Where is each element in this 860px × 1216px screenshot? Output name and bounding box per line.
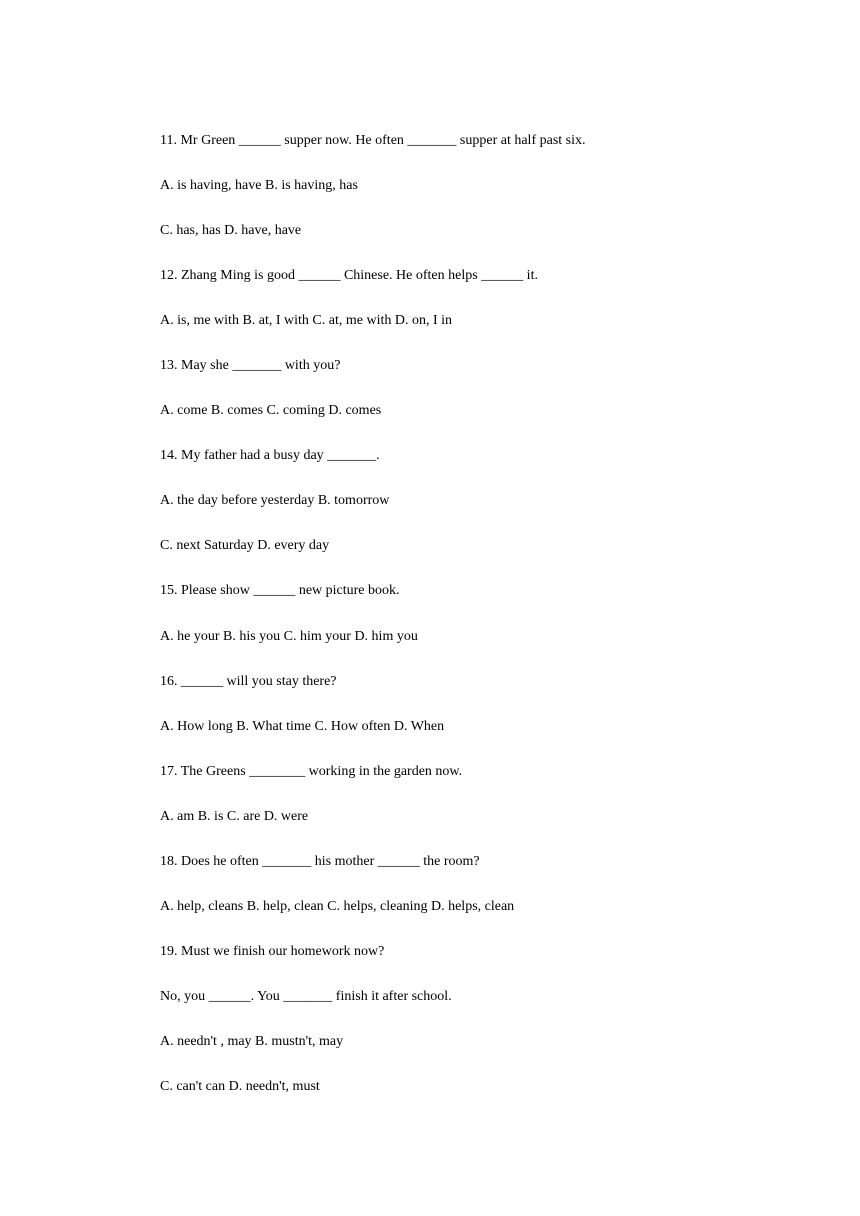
question-11-options-cd: C. has, has D. have, have [160,223,302,239]
question-16-stem: 16. ______ will you stay there? [160,673,337,689]
question-14-options-cd: C. next Saturday D. every day [160,538,330,554]
question-18-stem: 18. Does he often _______ his mother ______ the room? [160,853,480,869]
question-19-options-cd: C. can't can D. needn't, must [160,1078,320,1094]
question-list [160,131,800,1122]
question-19-response: No, you ______. You _______ finish it after school. [160,988,452,1004]
question-13-stem: 13. May she _______ with you? [160,358,341,374]
question-11-stem: 11. Mr Green ______ supper now. He often _______ supper at half past six. [160,133,586,148]
question-15-stem: 15. Please show ______ new picture book. [160,583,400,599]
question-12-stem: 12. Zhang Ming is good ______ Chinese. He often helps ______ it. [160,268,538,284]
question-17-stem: 17. The Greens ________ working in the garden now. [160,763,463,779]
question-11-options-ab: A. is having, have B. is having, has [160,178,358,194]
question-19-stem: 19. Must we finish our homework now? [160,943,385,959]
question-14-stem: 14. My father had a busy day _______. [160,448,380,464]
question-15-options: A. he your B. his you C. him your D. him you [160,628,418,644]
question-12-options: A. is, me with B. at, I with C. at, me with D. on, I in [160,313,453,329]
question-18-options: A. help, cleans B. help, clean C. helps, cleaning D. helps, clean [160,898,515,914]
question-16-options: A. How long B. What time C. How often D. When [160,718,445,734]
question-19-options-ab: A. needn't , may B. mustn't, may [160,1033,344,1049]
question-13-options: A. come B. comes C. coming D. comes [160,403,382,419]
question-17-options: A. am B. is C. are D. were [160,808,309,824]
question-14-options-ab: A. the day before yesterday B. tomorrow [160,493,390,509]
